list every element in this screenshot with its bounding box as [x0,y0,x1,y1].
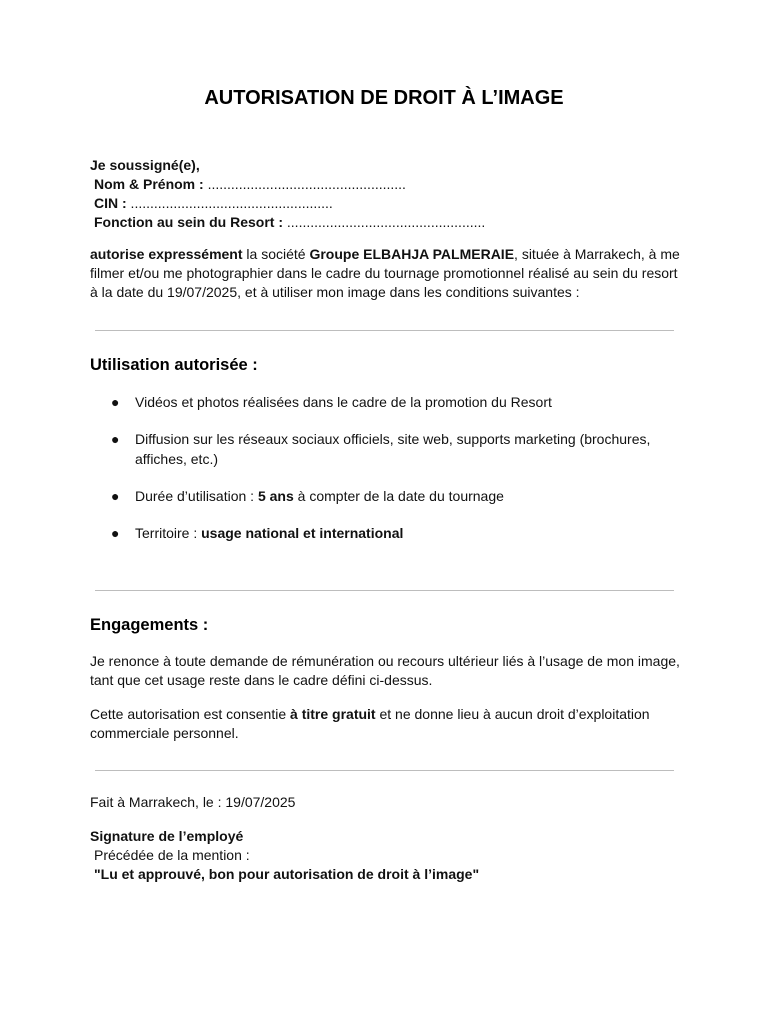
mention-label: Précédée de la mention : [94,847,250,863]
authorization-verb: autorise expressément [90,246,243,262]
bullet-icon: ● [111,394,120,410]
cin-field [90,194,685,213]
role-field [90,213,685,232]
cin-label: CIN : [94,195,127,211]
identity-section [90,156,685,232]
engagements-heading: Engagements : [90,616,209,634]
authorization-text-1: la société [242,246,310,262]
divider-3 [95,770,674,771]
engagements-paragraph-2 [90,705,685,743]
company-name: Groupe ELBAHJA PALMERAIE [309,246,515,262]
usage-item-3-suffix: à compter de la date du tournage [293,488,504,504]
role-value: ................................................... [283,214,486,230]
name-value: ................................................... [203,176,406,192]
free-of-charge: à titre gratuit [290,706,376,722]
usage-item-2: Diffusion sur les réseaux sociaux officiels, site web, supports marketing (brochures, affiches, etc.) [135,431,651,467]
identity-intro: Je soussigné(e), [90,157,200,173]
list-item [90,429,685,469]
document-title: AUTORISATION DE DROIT À L’IMAGE [204,87,564,109]
place-date: Fait à Marrakech, le : 19/07/2025 [90,794,296,810]
usage-duration: 5 ans [257,488,294,504]
bullet-icon: ● [111,488,120,504]
engagements-text-prefix: Cette autorisation est consentie [90,706,291,722]
divider-2 [95,590,674,591]
bullet-icon: ● [111,525,120,541]
usage-item-1: Vidéos et photos réalisées dans le cadre de la promotion du Resort [135,394,552,410]
usage-list [90,392,685,543]
cin-value: .................................................... [126,195,333,211]
engagements-paragraph-1: Je renonce à toute demande de rémunération ou recours ultérieur liés à l’usage de mon image, tant que cet usage reste dans le cadre défini ci-dessus. [90,653,680,688]
divider-1 [95,330,674,331]
signature-section [90,827,685,884]
bullet-icon: ● [111,431,120,447]
engagements-text-suffix: et ne donne lieu à aucun droit d’exploitation commerciale personnel. [90,706,650,741]
usage-heading: Utilisation autorisée : [90,356,258,374]
usage-territory: usage national et international [201,525,404,541]
name-field [90,175,685,194]
list-item [90,486,685,506]
list-item [90,523,685,543]
usage-item-4-prefix: Territoire : [135,525,202,541]
list-item [90,392,685,412]
name-label: Nom & Prénom : [94,176,204,192]
mention-text: "Lu et approuvé, bon pour autorisation de droit à l’image" [94,866,480,882]
usage-item-3-prefix: Durée d’utilisation : [135,488,258,504]
authorization-paragraph [90,245,685,302]
authorization-text-2: , située à Marrakech, à me filmer et/ou me photographier dans le cadre du tournage promotionnel réalisé au sein du resort à la date du 19/07/2025, et à utiliser mon image dans les conditions suivantes : [90,246,680,300]
signature-title: Signature de l’employé [90,828,244,844]
role-label: Fonction au sein du Resort : [94,214,284,230]
